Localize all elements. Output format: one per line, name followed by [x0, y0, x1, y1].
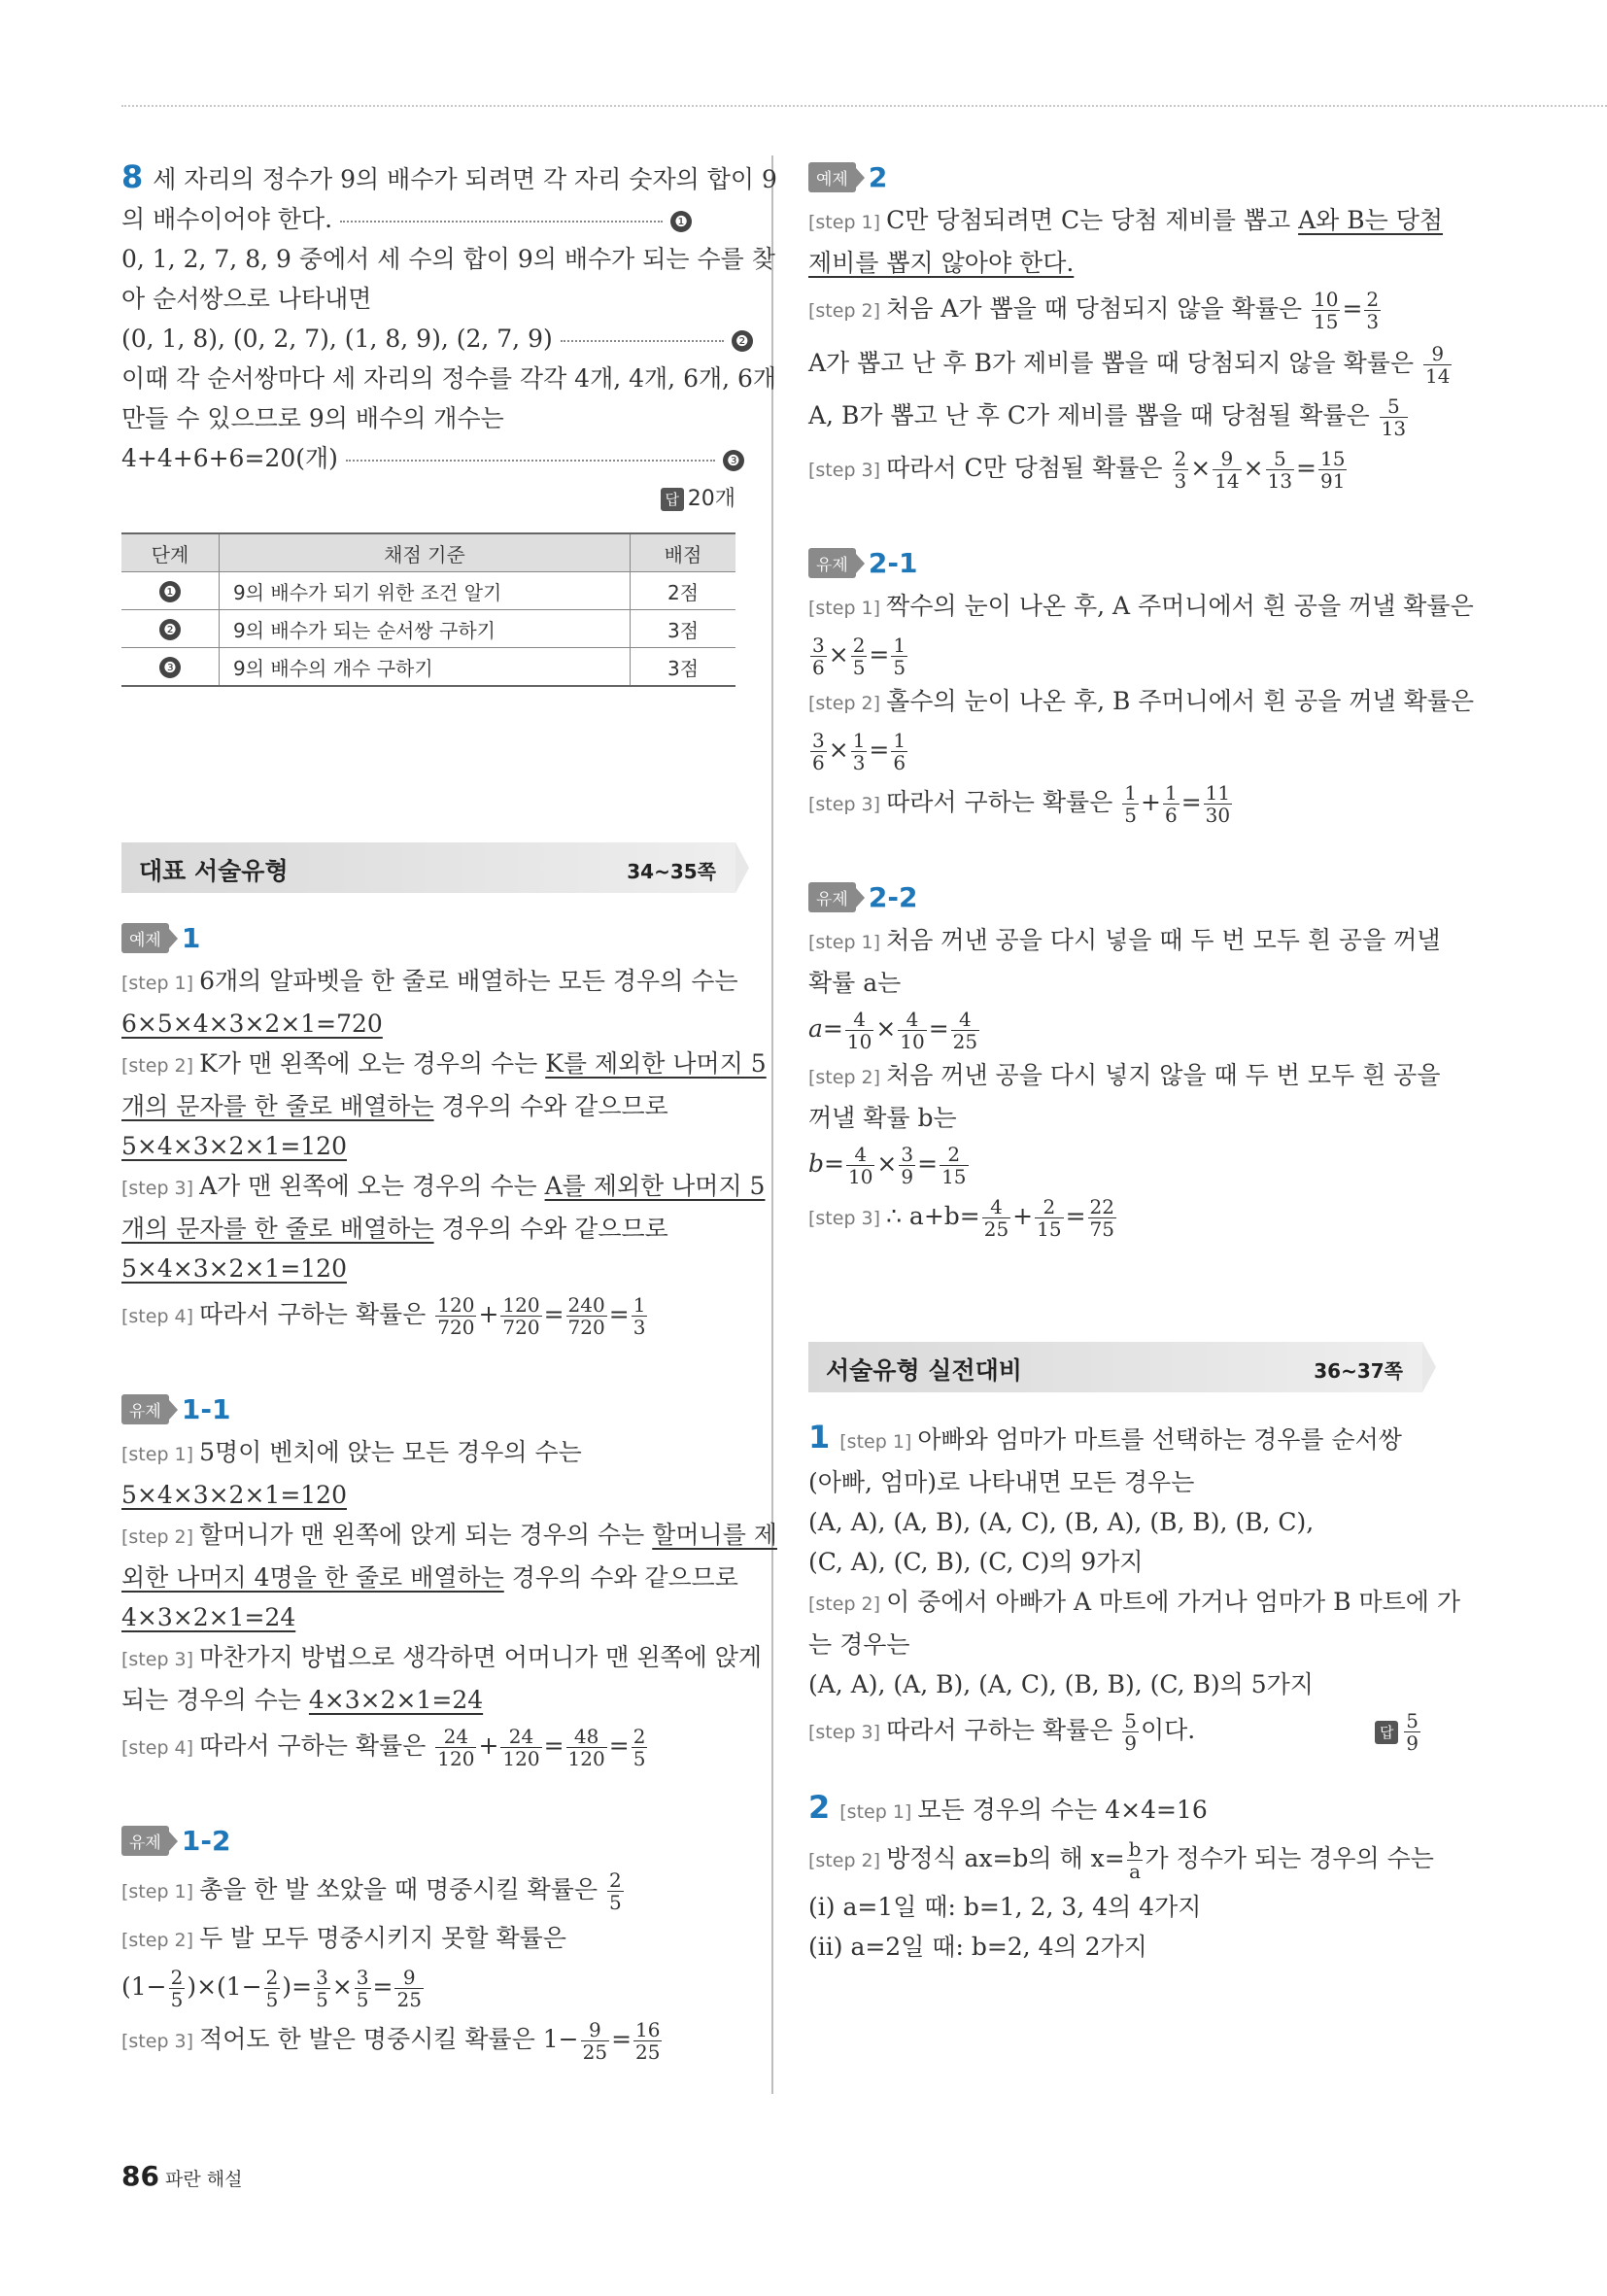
fraction	[1122, 782, 1139, 826]
section-header: 서술유형 실전대비 36~37쪽	[808, 1342, 1422, 1392]
fraction	[891, 730, 907, 773]
denominator: 3	[1366, 310, 1380, 333]
exercise-1-1: 유제 1-1 [step 1] 5명이 벤치에 앉는 모든 경우의 수는 5×4×3×2×1=120 [step 2] 할머니가 맨 왼쪽에 앉게 되는 경우의 수는 할머니를 제 외한 나머지 4명을 한 줄로 배열하는 경우의 수와 같으므로 4×3×2×1=24 [step 3] 마찬가지 방법으로 생각하면 어머니가 맨 왼쪽에 앉게 되는 경우의 수는 4×3×2×1=24 [step 4] 따라서 구하는 확률은 $\frac{24}{120}$ + $\frac{24}{120}$ = $\frac{48}{120}$ = $\frac{2}{5}$	[121, 1393, 777, 1770]
fraction	[1266, 448, 1294, 492]
numerator: 24	[500, 1726, 541, 1748]
practice-1: 1 [step 1] 아빠와 엄마가 마트를 선택하는 경우를 순서쌍 (아빠, 엄마)로 나타내면 모든 경우는 (A, A), (A, B), (A, C), (B, A), (B, B), (B, C), (C, A), (C, B), (C, C)의 9가지 [step 2] 이 중에서 아빠가 A 마트에 가거나 엄마가 B 마트에 가 는 경우는 (A, A), (A, B), (A, C), (B, B), (C, B)의 5가지 [step 3] 따라서 구하는 확률은 $\frac{5}{9}$ 이다. 답 $\frac{5}{9}$	[808, 1419, 1461, 1755]
page-footer	[121, 2160, 242, 2192]
numerator: 2	[1035, 1196, 1063, 1218]
exercise-tag: 유제	[121, 1826, 169, 1856]
fraction	[566, 1294, 607, 1338]
exercise-tag: 유제	[808, 882, 856, 912]
numerator: 3	[812, 634, 825, 657]
exercise-tag: 유제	[808, 548, 856, 578]
denominator: 9	[1124, 1731, 1137, 1755]
denominator: 15	[1314, 310, 1339, 333]
numerator: 1	[852, 729, 866, 752]
exercise-2-1: 유제 2-1 [step 1] 짝수의 눈이 나온 후, A 주머니에서 흰 공을 꺼낼 확률은 $\frac{3}{6}$ × $\frac{2}{5}$ = $\frac{1}{5}$ [step 2] 홀수의 눈이 나온 후, B 주머니에서 흰 공을 꺼낼 확률은 $\frac{3}{6}$ × $\frac{1}{3}$ = $\frac{1}{6}$ [step 3] 따라서 구하는 확률은 $\frac{1}{5}$ + $\frac{1}{6}$ = $\frac{11}{30}$	[808, 547, 1475, 827]
scoring-table: 단계 채점 기준 배점 ❶ 9의 배수가 되기 위한 조건 알기 2점 ❷ 9의 배수가 되는 순서쌍 구하기 3점 ❸ 9의 배수의 개수 구하기 3점	[121, 532, 735, 687]
denominator: 6	[812, 656, 825, 679]
table-row: ❸ 9의 배수의 개수 구하기 3점	[121, 648, 735, 687]
fraction	[899, 1144, 915, 1187]
numerator: 2	[608, 1868, 622, 1892]
fraction	[632, 1726, 648, 1769]
numerator: 9	[581, 2019, 609, 2041]
example-tag: 예제	[808, 162, 856, 192]
numerator: 9	[1423, 343, 1452, 365]
numerator: 5	[1380, 395, 1408, 418]
problem-number: 8	[121, 158, 144, 195]
numerator: 2	[852, 634, 866, 657]
numerator: 4	[982, 1196, 1010, 1218]
fraction	[982, 1196, 1010, 1240]
table-row: ❷ 9의 배수가 되는 순서쌍 구하기 3점	[121, 610, 735, 648]
denominator: 5	[356, 1988, 369, 2011]
denominator: 10	[847, 1165, 873, 1188]
numerator: 3	[356, 1966, 369, 1989]
denominator: 5	[852, 656, 866, 679]
example-1: 예제 1 [step 1] 6개의 알파벳을 한 줄로 배열하는 모든 경우의 수는 6×5×4×3×2×1=720 [step 2] K가 맨 왼쪽에 오는 경우의 수는 K를 제외한 나머지 5 개의 문자를 한 줄로 배열하는 경우의 수와 같으므로 5×4×3×2×1=120 [step 3] A가 맨 왼쪽에 오는 경우의 수는 A를 제외한 나머지 5 개의 문자를 한 줄로 배열하는 경우의 수와 같으므로 5×4×3×2×1=120 [step 4] 따라서 구하는 확률은 $\frac{120}{720}$ + $\frac{120}{720}$ = $\frac{240}{720}$ = $\frac{1}{3}$	[121, 922, 767, 1339]
denominator: 30	[1205, 804, 1231, 827]
numerator: 24	[435, 1726, 476, 1748]
numerator: 9	[394, 1967, 423, 1989]
example-2: 예제 2 [step 1] C만 당첨되려면 C는 당첨 제비를 뽑고 A와 B는 당첨 제비를 뽑지 않아야 한다. [step 2] 처음 A가 뽑을 때 당첨되지 않을 확률은 $\frac{10}{15}$ = $\frac{2}{3}$ A가 뽑고 난 후 B가 제비를 뽑을 때 당첨되지 않을 확률은 $\frac{9}{14}$ A, B가 뽑고 난 후 C가 제비를 뽑을 때 당첨될 확률은 $\frac{5}{13}$ [step 3] 따라서 C만 당첨될 확률은 $\frac{2}{3}$ × $\frac{9}{14}$ × $\frac{5}{13}$ = $\frac{15}{91}$	[808, 161, 1451, 493]
fraction	[607, 1869, 624, 1913]
top-dotted-rule	[121, 105, 1607, 107]
denominator: 10	[900, 1030, 925, 1053]
numerator: 5	[1124, 1709, 1137, 1732]
numerator: 1	[893, 634, 906, 657]
fraction	[951, 1009, 979, 1052]
denominator: 6	[893, 751, 906, 774]
denominator: 120	[502, 1747, 540, 1770]
fraction	[891, 634, 907, 678]
fraction	[846, 1144, 874, 1187]
denominator: 91	[1320, 469, 1346, 493]
numerator: 1	[1124, 781, 1137, 805]
denominator: 5	[633, 1747, 646, 1770]
fraction	[851, 634, 868, 678]
page-number: 86	[121, 2160, 159, 2192]
page-footer-title: 파란 해설	[164, 2169, 243, 2190]
denominator: 3	[852, 751, 866, 774]
numerator: 3	[901, 1143, 914, 1166]
denominator: 720	[567, 1316, 605, 1339]
fraction	[314, 1967, 330, 2010]
fraction	[435, 1726, 476, 1769]
numerator: 3	[316, 1966, 328, 1989]
denominator: 25	[635, 2040, 661, 2064]
numerator: b	[1128, 1837, 1142, 1861]
denominator: 6	[812, 751, 825, 774]
numerator: 1	[633, 1293, 646, 1317]
mark-3-icon: ❸	[723, 450, 744, 471]
column-divider	[771, 155, 773, 2094]
fraction	[845, 1009, 873, 1052]
numerator: 5	[1266, 448, 1294, 470]
answer-icon: 답	[661, 488, 684, 511]
numerator: 1	[1164, 781, 1178, 805]
fraction	[940, 1144, 968, 1187]
mark-2-icon: ❷	[732, 330, 753, 352]
fraction	[1404, 1710, 1420, 1754]
denominator: 720	[502, 1316, 540, 1339]
fraction	[1318, 448, 1347, 492]
fraction	[581, 2019, 609, 2063]
numerator: 2	[1174, 447, 1187, 470]
fraction	[1423, 343, 1452, 387]
fraction	[1364, 289, 1381, 332]
table-row: ❶ 9의 배수가 되기 위한 조건 알기 2점	[121, 572, 735, 610]
denominator: 5	[170, 1988, 184, 2011]
denominator: 120	[437, 1747, 475, 1770]
answer	[1375, 1704, 1422, 1757]
denominator: 25	[983, 1217, 1009, 1241]
denominator: 75	[1089, 1217, 1114, 1241]
fraction	[632, 1294, 648, 1338]
mark-1-icon: ❶	[670, 211, 692, 232]
numerator: 4	[951, 1009, 979, 1031]
numerator: 240	[567, 1293, 605, 1317]
practice-2: 2 [step 1] 모든 경우의 수는 4×4=16 [step 2] 방정식 ax=b의 해 x= $\frac{b}{a}$ 가 정수가 되는 경우의 수는 (ⅰ) a=1일 때: b=1, 2, 3, 4의 4가지 (ⅱ) a=2일 때: b=2, 4의 2가지	[808, 1789, 1434, 1961]
numerator: 11	[1205, 781, 1231, 805]
numerator: 5	[1406, 1709, 1419, 1732]
left-column	[121, 157, 777, 2068]
fraction	[264, 1967, 281, 2010]
denominator: 5	[316, 1988, 328, 2011]
fraction	[1312, 289, 1340, 332]
denominator: 3	[633, 1316, 646, 1339]
denominator: 9	[901, 1165, 914, 1188]
numerator: 3	[812, 729, 825, 752]
denominator: 6	[1164, 804, 1178, 827]
answer-icon: 답	[1375, 1721, 1398, 1744]
fraction	[169, 1967, 186, 2010]
fraction	[810, 634, 827, 678]
numerator: 4	[846, 1144, 874, 1166]
numerator: 2	[1366, 288, 1380, 311]
numerator: 2	[265, 1966, 279, 1989]
numerator: 4	[898, 1009, 926, 1031]
fraction	[435, 1294, 476, 1338]
denominator: 14	[1214, 469, 1240, 493]
exercise-tag: 유제	[121, 1394, 169, 1424]
fraction	[566, 1726, 607, 1769]
fraction	[394, 1967, 423, 2010]
fraction	[1163, 782, 1180, 826]
denominator: 10	[846, 1030, 872, 1053]
exercise-1-2: 유제 1-2 [step 1] 총을 한 발 쏘았을 때 명중시킬 확률은 $\frac{2}{5}$ [step 2] 두 발 모두 명중시키지 못할 확률은 (1− $\frac{2}{5}$ )×(1− $\frac{2}{5}$ )= $\frac{3}{5}$ × $\frac{3}{5}$ = $\frac{9}{25}$ [step 3] 적어도 한 발은 명중시킬 확률은 1− $\frac{9}{25}$ = $\frac{16}{25}$	[121, 1825, 661, 2064]
numerator: 2	[170, 1966, 184, 1989]
fraction	[633, 2019, 662, 2063]
right-column	[808, 157, 1475, 1967]
denominator: 5	[893, 656, 906, 679]
denominator: 15	[1037, 1217, 1062, 1241]
numerator: 2	[633, 1725, 646, 1748]
numerator: 120	[502, 1293, 540, 1317]
fraction	[1380, 395, 1408, 439]
denominator: 25	[396, 1988, 422, 2011]
numerator: 4	[845, 1009, 873, 1031]
answer: 답 20개	[121, 478, 735, 521]
fraction	[810, 730, 827, 773]
denominator: 5	[1124, 804, 1137, 827]
fraction	[1122, 1710, 1139, 1754]
fraction	[500, 1294, 541, 1338]
denominator: 25	[582, 2040, 608, 2064]
fraction	[1088, 1196, 1116, 1240]
denominator: 120	[567, 1747, 605, 1770]
exercise-2-2: 유제 2-2 [step 1] 처음 꺼낸 공을 다시 넣을 때 두 번 모두 흰 공을 꺼낼 확률 a는 a= $\frac{4}{10}$ × $\frac{4}{10}$ = $\frac{4}{25}$ [step 2] 처음 꺼낸 공을 다시 넣지 않을 때 두 번 모두 흰 공을 꺼낼 확률 b는 b= $\frac{4}{10}$ × $\frac{3}{9}$ = $\frac{2}{15}$ [step 3] ∴ a+b= $\frac{4}{25}$ + $\frac{2}{15}$ = $\frac{22}{75}$	[808, 881, 1441, 1241]
denominator: 25	[952, 1030, 978, 1053]
numerator: 10	[1314, 288, 1339, 311]
fraction	[1173, 448, 1189, 492]
fraction	[851, 730, 868, 773]
denominator: 13	[1267, 469, 1293, 493]
numerator: 120	[437, 1293, 475, 1317]
numerator: 2	[940, 1144, 968, 1166]
numerator: 1	[893, 729, 906, 752]
section-header: 대표 서술유형 34~35쪽	[121, 842, 735, 893]
problem-8: 8 세 자리의 정수가 9의 배수가 되려면 각 자리 숫자의 합이 9 의 배수이어야 한다. ❶ 0, 1, 2, 7, 8, 9 중에서 세 수의 합이 9의 배수가 되는 수를 찾 아 순서쌍으로 나타내면 (0, 1, 8), (0, 2, 7), (1, 8, 9), (2, 7, 9) ❷ 이때 각 순서쌍마다 세 자리의 정수를 각각 4개, 4개, 6개, 6개 만들 수 있으므로 9의 배수의 개수는 4+4+6+6=20(개) ❸ 답 20개	[121, 157, 735, 521]
fraction	[898, 1009, 926, 1052]
numerator: 22	[1089, 1195, 1114, 1218]
fraction	[355, 1967, 371, 2010]
denominator: 3	[1174, 469, 1187, 493]
denominator: 720	[437, 1316, 475, 1339]
fraction	[500, 1726, 541, 1769]
denominator: 15	[941, 1165, 967, 1188]
numerator: 15	[1320, 447, 1346, 470]
denominator: 5	[265, 1988, 279, 2011]
example-tag: 예제	[121, 923, 169, 953]
fraction	[1213, 448, 1241, 492]
fraction	[1127, 1838, 1144, 1882]
fraction	[1035, 1196, 1063, 1240]
denominator: 13	[1381, 417, 1407, 440]
fraction	[1204, 782, 1232, 826]
denominator: 14	[1425, 364, 1451, 388]
denominator: a	[1129, 1860, 1142, 1883]
denominator: 9	[1406, 1731, 1419, 1755]
numerator: 48	[566, 1726, 607, 1748]
numerator: 9	[1213, 448, 1241, 470]
numerator: 16	[635, 2018, 661, 2041]
denominator: 5	[608, 1891, 622, 1914]
